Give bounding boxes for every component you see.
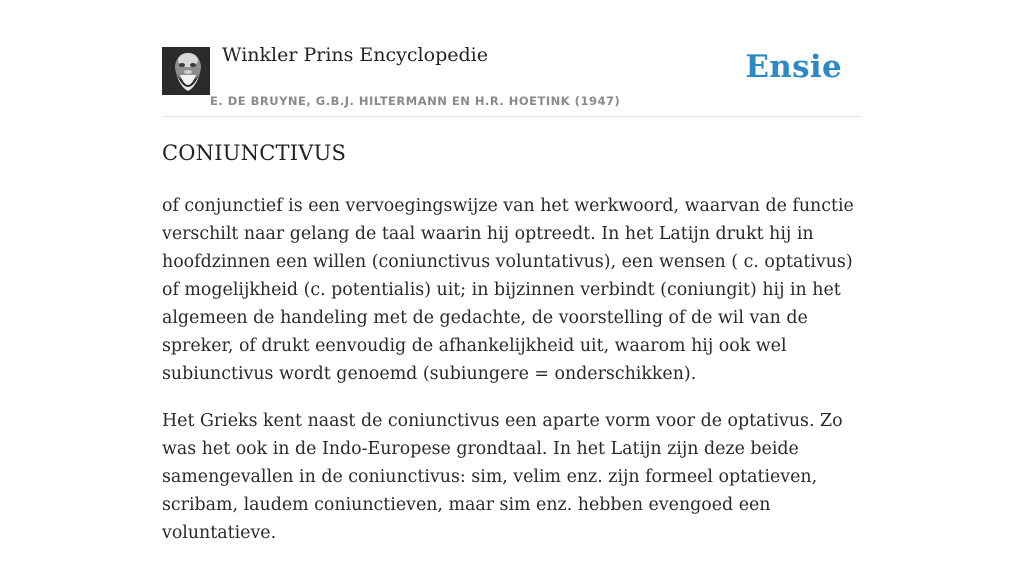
article-paragraph: of conjunctief is een vervoegingswijze van het werkwoord, waarvan de functie verschilt naar gelang de taal waarin hij optreedt. In het Latijn drukt hij in hoofdzinnen een willen (coniunctivus voluntativus), een wensen ( c. optativus) of mogelijkheid (c. potentialis) uit; in bijzinnen verbindt (coniungit) hij in het algemeen de handeling met de gedachte, de voorstelling of de wil van de spreker, of drukt eenvoudig de afhankelijkheid uit, waarom hij ook wel subiunctivus wordt genoemd (subiungere = onderschikken). (162, 196, 854, 384)
source-header (162, 0, 862, 117)
entry-title: CONIUNCTIVUS (162, 141, 347, 165)
brand-logo[interactable]: Ensie (745, 49, 842, 85)
source-title[interactable]: Winkler Prins Encyclopedie (222, 44, 488, 66)
source-authors: E. DE BRUYNE, G.B.J. HILTERMANN EN H.R. HOETINK (1947) (210, 94, 621, 108)
article-body (162, 192, 862, 566)
article-container (162, 0, 862, 543)
author-avatar[interactable] (162, 47, 210, 95)
article-paragraph: Het Grieks kent naast de coniunctivus een aparte vorm voor de optativus. Zo was het ook in de Indo-Europese grondtaal. In het Latijn zijn deze beide samengevallen in de coniunctivus: sim, velim enz. zijn formeel optatieven, scribam, laudem coniunctieven, maar sim enz. hebben evengoed een voluntatieve. (162, 411, 843, 543)
